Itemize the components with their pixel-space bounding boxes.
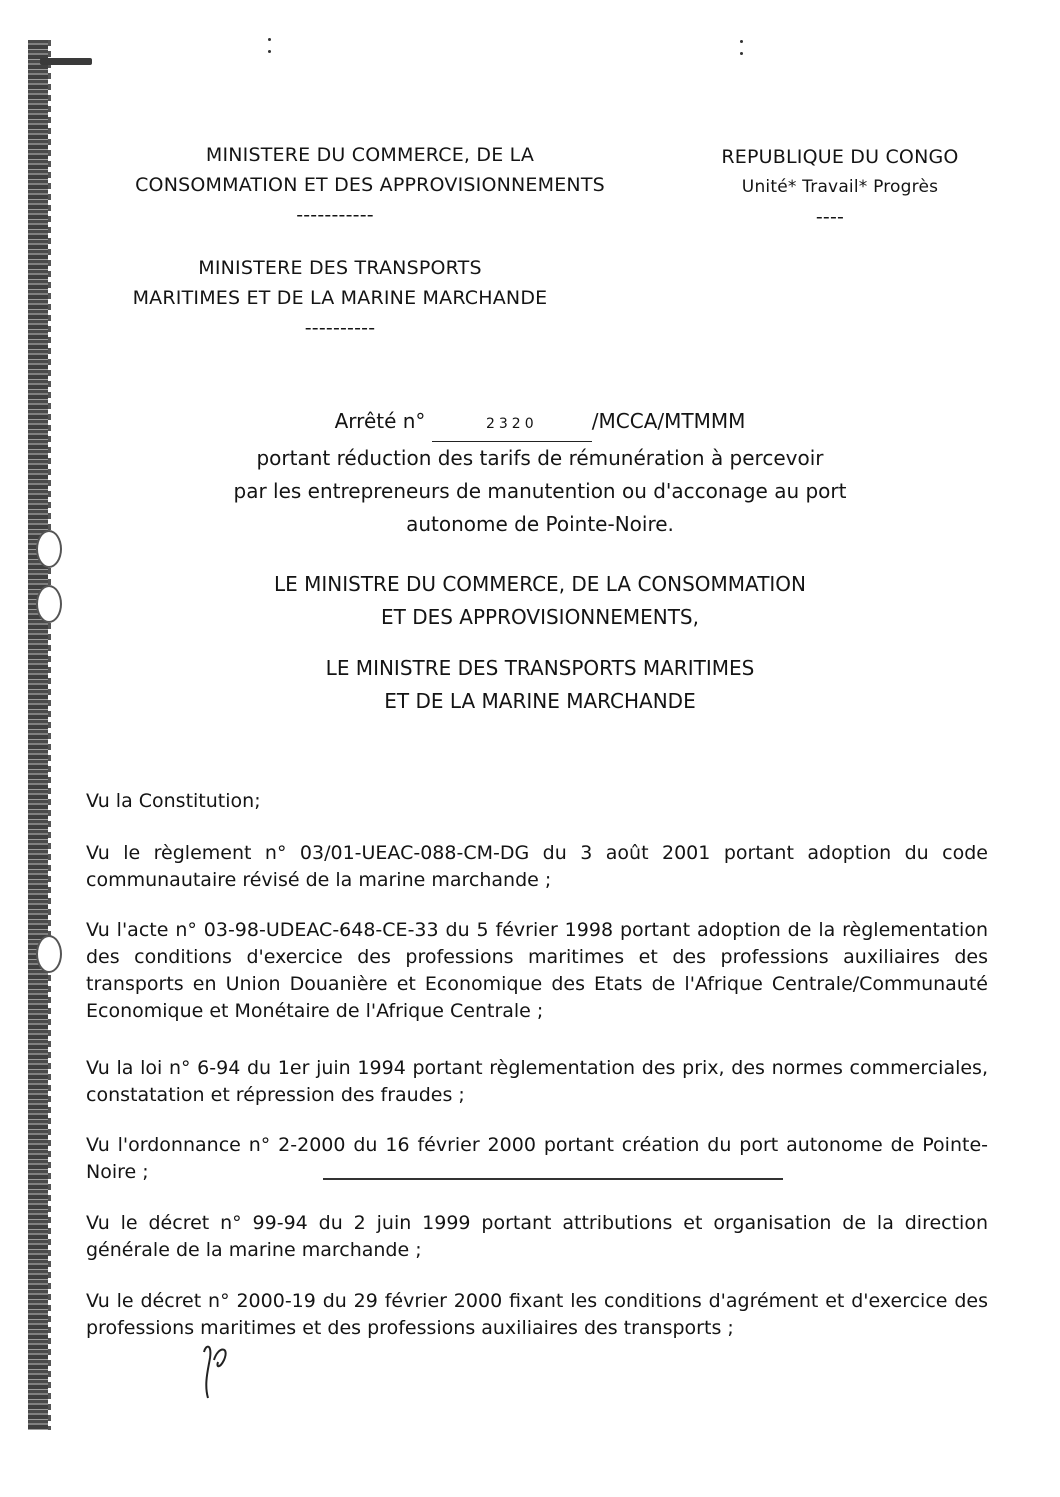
ministry-transports-line1: MINISTERE DES TRANSPORTS <box>198 257 482 279</box>
vu-clause: Vu le décret n° 99-94 du 2 juin 1999 portant attributions et organisation de la direction générale de la marine marchande ; <box>86 1212 988 1261</box>
country-name: REPUBLIQUE DU CONGO <box>721 146 959 168</box>
binding-clip <box>40 58 92 65</box>
header-separator: ---- <box>815 206 845 228</box>
arrete-title <box>180 405 900 541</box>
arrete-object-line3: autonome de Pointe-Noire. <box>406 512 674 536</box>
arrete-prefix: Arrêté n° <box>334 409 426 433</box>
vu-clause: Vu la loi n° 6-94 du 1er juin 1994 portant règlementation des prix, des normes commerciales, constatation et répression des fraudes ; <box>86 1057 988 1106</box>
handwritten-initials <box>196 1340 236 1402</box>
punch-hole <box>36 530 62 568</box>
arrete-number: 2320 <box>432 408 592 442</box>
arrete-suffix: /MCCA/MTMMM <box>591 409 746 433</box>
arrete-object-line1: portant réduction des tarifs de rémunération à percevoir <box>256 446 824 470</box>
minister-transports-block <box>140 652 940 718</box>
ministry-commerce-header <box>90 140 650 230</box>
republic-header <box>690 142 990 232</box>
minister-commerce-line2: ET DES APPROVISIONNEMENTS, <box>381 605 699 629</box>
arrete-number-line <box>180 405 900 442</box>
ministry-transports-line2: MARITIMES ET DE LA MARINE MARCHANDE <box>132 287 548 309</box>
arrete-object-line2: par les entrepreneurs de manutention ou d'acconage au port <box>233 479 847 503</box>
punch-hole <box>36 585 62 623</box>
ministry-commerce-line1: MINISTERE DU COMMERCE, DE LA <box>205 144 535 166</box>
vu-clause: Vu le règlement n° 03/01-UEAC-088-CM-DG du 3 août 2001 portant adoption du code communautaire révisé de la marine marchande ; <box>86 842 988 891</box>
header-separator: ---------- <box>304 317 376 339</box>
vu-clause: Vu la Constitution; <box>86 790 261 812</box>
minister-transports-line2: ET DE LA MARINE MARCHANDE <box>384 689 696 713</box>
minister-transports-line1: LE MINISTRE DES TRANSPORTS MARITIMES <box>325 656 755 680</box>
minister-commerce-block <box>140 568 940 634</box>
header-separator: ----------- <box>296 204 374 226</box>
ministry-transports-header <box>90 253 650 343</box>
scan-speck <box>740 40 743 43</box>
vu-clause: Vu le décret n° 2000-19 du 29 février 2000 fixant les conditions d'agrément et d'exercice des professions maritimes et des professions auxiliaires des transports ; <box>86 1290 988 1339</box>
binding-strip <box>28 40 48 1430</box>
scan-speck <box>268 50 271 53</box>
ministry-commerce-line2: CONSOMMATION ET DES APPROVISIONNEMENTS <box>135 174 605 196</box>
vu-clause: Vu l'acte n° 03-98-UDEAC-648-CE-33 du 5 février 1998 portant adoption de la règlementation des conditions d'exercice des professions maritimes et des professions auxiliaires des transports en Union Douanière et Economique des Etats de l'Afrique Centrale/Communauté Economique et Monétaire de l'Afrique Centrale ; <box>86 919 988 1022</box>
minister-commerce-line1: LE MINISTRE DU COMMERCE, DE LA CONSOMMATION <box>273 572 807 596</box>
scan-speck <box>268 38 271 41</box>
vu-clause: Vu l'ordonnance n° 2-2000 du 16 février 2000 portant création du port autonome de Pointe-Noire ; <box>86 1134 988 1183</box>
ink-underline <box>323 1178 783 1180</box>
punch-hole <box>36 935 62 973</box>
binding-edge <box>48 40 51 1430</box>
scan-speck <box>740 52 743 55</box>
national-motto: Unité* Travail* Progrès <box>741 177 939 197</box>
